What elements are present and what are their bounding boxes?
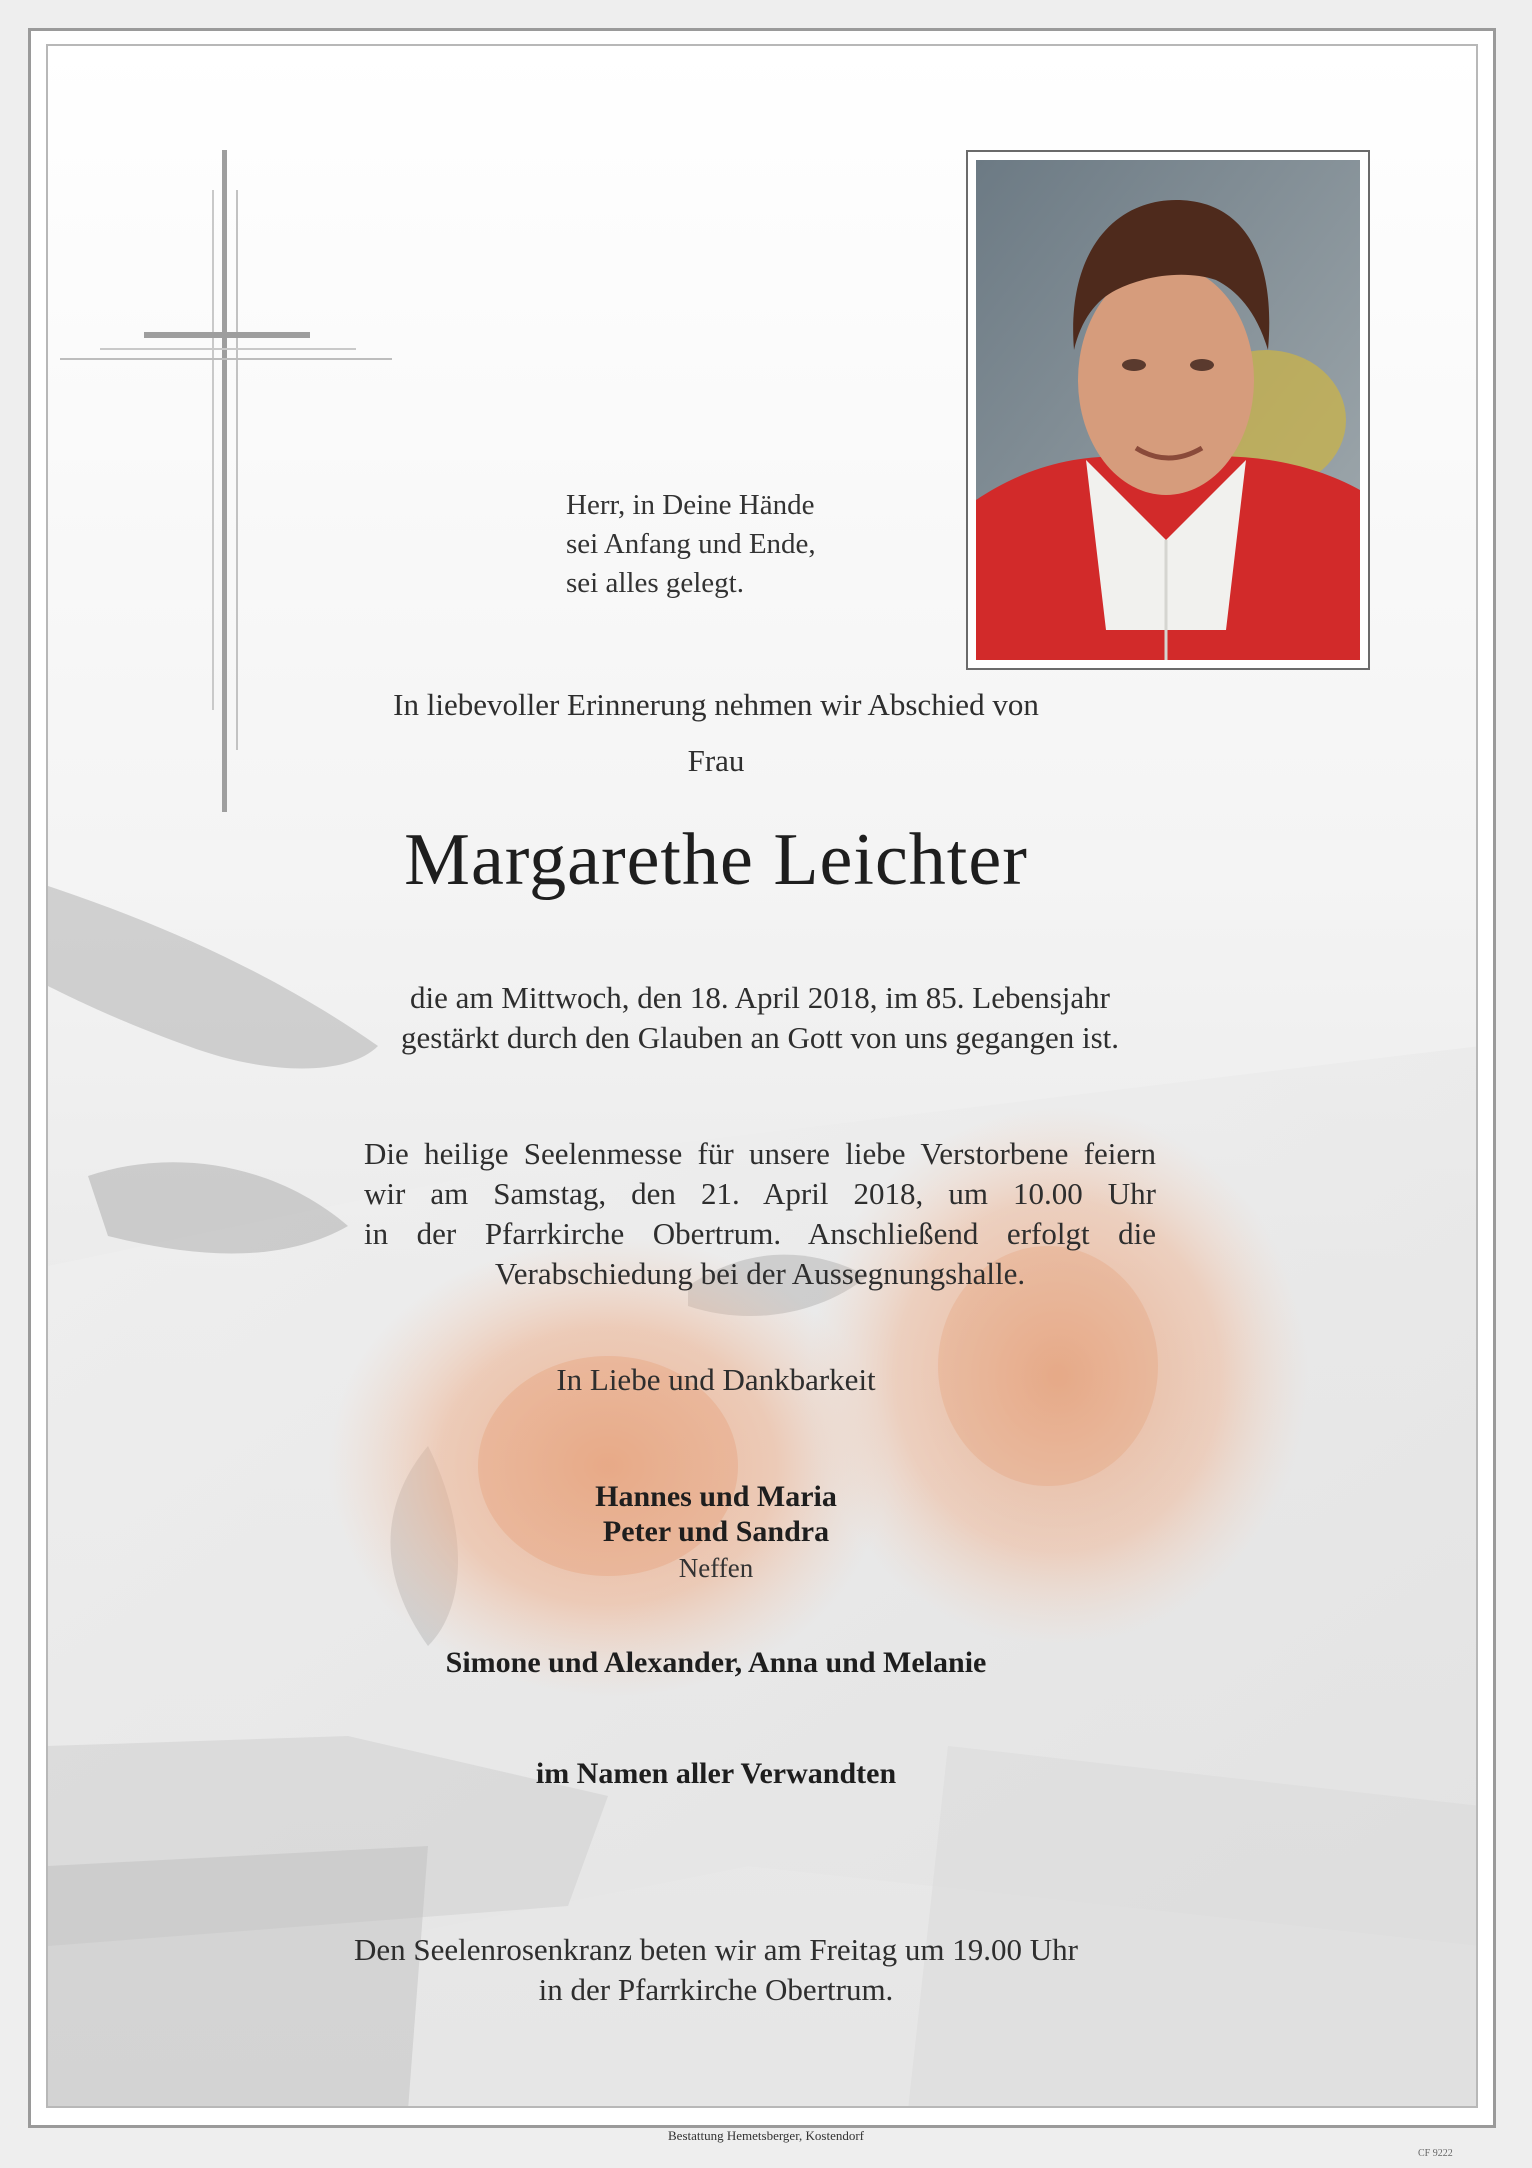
template-code: CF 9222 — [1418, 2148, 1453, 2159]
undertaker-imprint: Bestattung Hemetsberger, Kostendorf — [668, 2128, 864, 2143]
service-line: Die heilige Seelenmesse für unsere liebe Verstorbene feiern — [364, 1136, 1156, 1171]
cross-line-decoration — [60, 358, 392, 360]
mourner-relation: Neffen — [678, 1553, 754, 1583]
portrait-frame — [966, 150, 1370, 670]
cross-line-decoration — [236, 190, 238, 750]
intro-text: In liebevoller Erinnerung nehmen wir Abschied von — [393, 687, 1039, 722]
verse-line: Herr, in Deine Hände — [566, 489, 815, 521]
service-line: in der Pfarrkirche Obertrum. Anschließend erfolgt die — [364, 1216, 1156, 1251]
service-line: Verabschiedung bei der Aussegnungshalle. — [494, 1256, 1026, 1291]
service-text — [364, 1134, 1156, 1294]
deceased-name: Margarethe Leichter — [404, 819, 1028, 901]
verse-line: sei alles gelegt. — [566, 567, 744, 599]
closing-text: In Liebe und Dankbarkeit — [556, 1362, 876, 1397]
rosary-text — [46, 1930, 1386, 2010]
service-line: wir am Samstag, den 21. April 2018, um 10.00 Uhr — [364, 1176, 1156, 1211]
passing-text — [364, 978, 1156, 1058]
mourner-line: Hannes und Maria — [595, 1480, 837, 1513]
mourner-line: im Namen aller Verwandten — [535, 1757, 897, 1790]
salutation: Frau — [687, 743, 745, 778]
passing-line: gestärkt durch den Glauben an Gott von uns gegangen ist. — [401, 1020, 1119, 1055]
rosary-line: in der Pfarrkirche Obertrum. — [538, 1972, 894, 2007]
mourner-line: Peter und Sandra — [602, 1515, 830, 1548]
mourner-line: Simone und Alexander, Anna und Melanie — [445, 1646, 987, 1679]
verse-line: sei Anfang und Ende, — [566, 528, 816, 560]
portrait-photo — [976, 160, 1360, 660]
cross-line-decoration — [212, 190, 214, 710]
verse — [566, 486, 816, 603]
passing-line: die am Mittwoch, den 18. April 2018, im 85. Lebensjahr — [410, 980, 1110, 1015]
cross-line-decoration — [100, 348, 356, 350]
cross-beam — [144, 332, 310, 338]
rosary-line: Den Seelenrosenkranz beten wir am Freitag um 19.00 Uhr — [354, 1932, 1078, 1967]
